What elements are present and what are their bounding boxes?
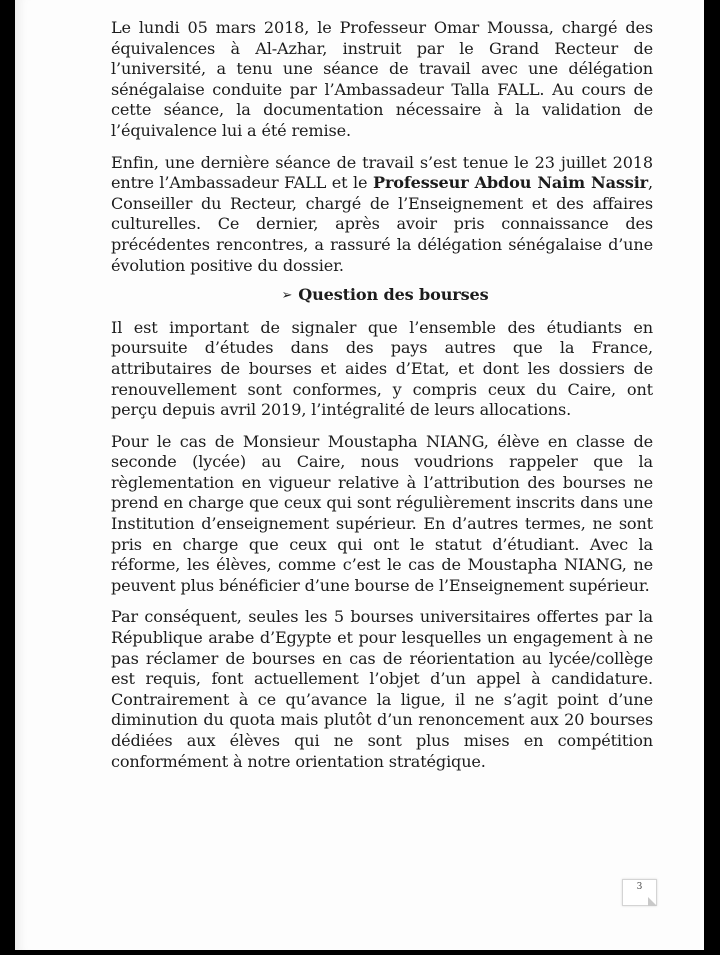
page-curl-icon [648,897,657,906]
paragraph-egypt-scholarships: Par conséquent, seules les 5 bourses universitaires offertes par la République arabe d’Egypte et pour lesquelles un engagement à ne pas réclamer de bourses en cas de réorientation au lycée/collège est requis, font actuellement l’objet d’un appel à candidature. Contrairement à ce qu’avance la ligue, il ne s’agit point d’une diminution du quota mais plutôt d’un renoncement aux 20 bourses dédiées aux élèves qui ne sont plus mises en compétition conformément à notre orientation stratégique. [111,607,653,771]
scanned-page [15,0,704,950]
page-number: 3 [636,882,643,892]
page-number-badge [622,879,657,906]
paragraph-text: Enfin, une dernière séance de travail s’est tenue le 23 juillet 2018 entre l’Ambassadeur FALL et le [111,152,653,193]
paragraph-text: Le lundi 05 mars 2018, le Professeur Omar Moussa, chargé des équivalences à Al-Azhar, instruit par le Grand Recteur de l’université, a tenu une séance de travail avec une délégation sénégalaise conduite par l’Ambassadeur Talla FALL. Au cours de cette séance, la documentation nécessaire à la validation de l’équivalence lui a été remise. [111,18,653,140]
paragraph-text: , Conseiller du Recteur, chargé de l’Enseignement et des affaires culturelles. Ce dernier, après avoir pris connaissance des précédentes rencontres, a rassuré la délégation sénégalaise d’une évolution positive du dossier. [111,173,653,275]
paragraph-meeting-march [111,18,653,142]
paragraph-niang-case: Pour le cas de Monsieur Moustapha NIANG, élève en classe de seconde (lycée) au Caire, nous voudrions rappeler que la règlementation en vigueur relative à l’attribution des bourses ne prend en charge que ceux qui sont régulièrement inscrits dans une Institution d’enseignement supérieur. En d’autres termes, ne sont pris en charge que ceux qui ont le statut d’étudiant. Avec la réforme, les élèves, comme c’est le cas de Moustapha NIANG, ne peuvent plus bénéficier d’une bourse de l’Enseignement supérieur. [111,431,653,595]
document-body [111,18,653,783]
section-heading [111,285,653,308]
paragraph-scholarship-payments: Il est important de signaler que l’ensemble des étudiants en poursuite d’études dans des pays autres que la France, attributaires de bourses et aides d’Etat, et dont les dossiers de renouvellement sont conformes, y compris ceux du Caire, ont perçu depuis avril 2019, l’intégralité de leurs allocations. [111,317,653,420]
bold-name-professor: Professeur Abdou Naim Nassir [373,173,649,193]
arrow-bullet-icon: ➢ [281,288,293,304]
section-heading-text: Question des bourses [298,285,489,305]
paragraph-meeting-july [111,153,653,277]
